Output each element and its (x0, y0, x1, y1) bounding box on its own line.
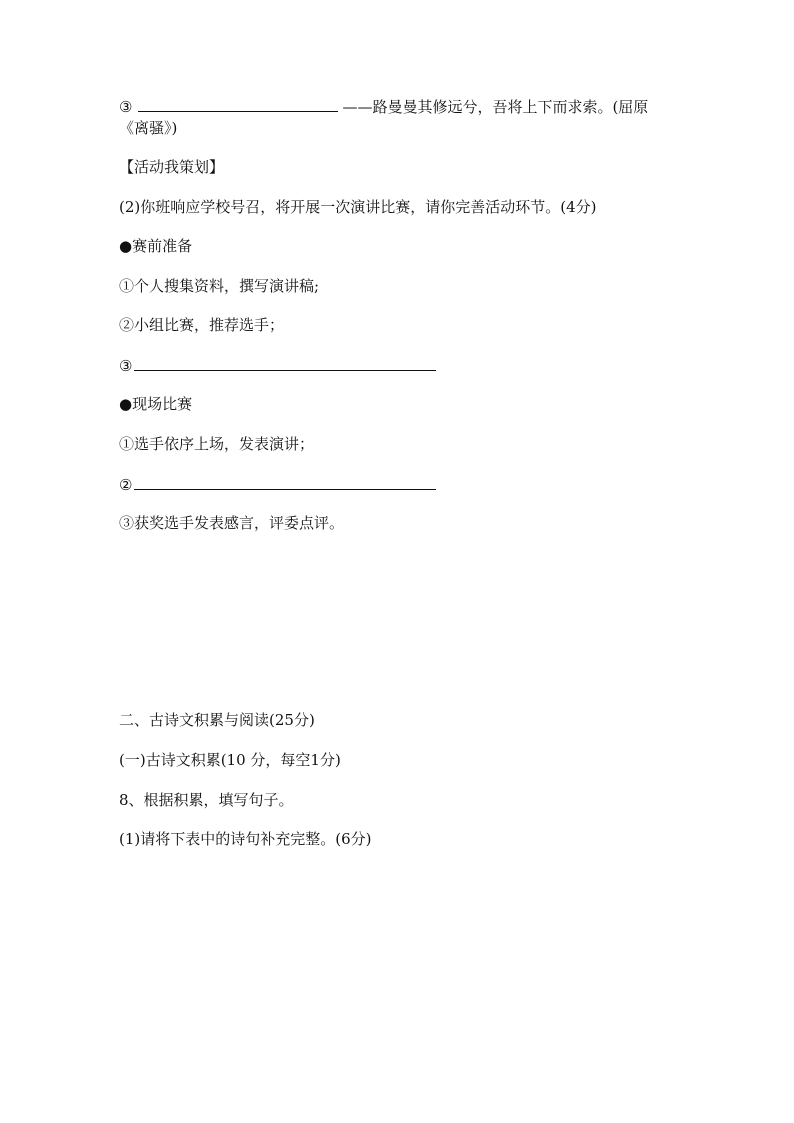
quote-text: ——路曼曼其修远兮，吾将上下而求索。(屈原 (342, 98, 649, 116)
subsection-title: (一)古诗文积累(10 分，每空1分) (119, 751, 341, 769)
item-marker: ③ (119, 357, 133, 375)
item-marker: ③ (119, 98, 133, 116)
answer-blank[interactable] (138, 96, 338, 112)
item-marker: ② (119, 476, 133, 494)
prep-item-1: ①个人搜集资料，撰写演讲稿; (119, 277, 320, 295)
activity-heading: 【活动我策划】 (119, 158, 225, 176)
live-item-2 (119, 474, 436, 495)
quote-source: 《离骚》) (119, 119, 178, 137)
live-item-1: ①选手依序上场，发表演讲； (119, 435, 315, 453)
question-3-line (119, 96, 648, 117)
question-8: 8、根据积累，填写句子。 (119, 791, 294, 809)
prep-heading: ●赛前准备 (119, 237, 193, 255)
section-title: 二、古诗文积累与阅读(25分) (119, 711, 315, 729)
prep-item-2: ②小组比赛，推荐选手； (119, 316, 285, 334)
prep-item-3 (119, 355, 436, 376)
answer-blank[interactable] (134, 474, 436, 490)
question-2-prompt: (2)你班响应学校号召，将开展一次演讲比赛，请你完善活动环节。(4分) (119, 198, 597, 216)
question-8-1: (1)请将下表中的诗句补充完整。(6分) (119, 830, 372, 848)
live-item-3: ③获奖选手发表感言，评委点评。 (119, 514, 345, 532)
answer-blank[interactable] (134, 355, 436, 371)
live-heading: ●现场比赛 (119, 395, 193, 413)
